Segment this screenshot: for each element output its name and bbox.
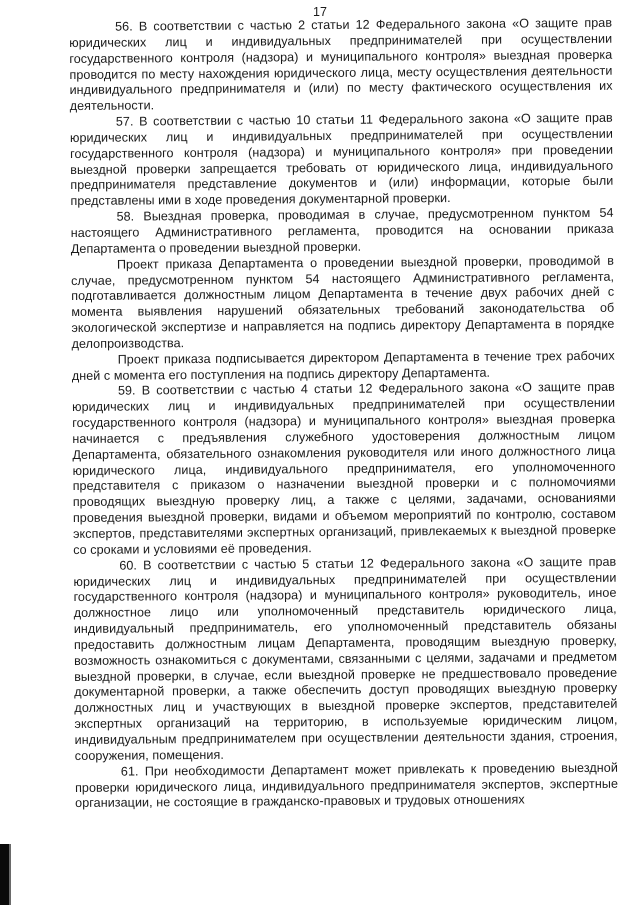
scan-edge-shadow — [9, 844, 11, 905]
paragraph-60: 60. В соответствии с частью 5 статьи 12 Федерального закона «О защите прав юридических лиц и индивидуальных предпринимателей при осуществлении государственного контроля (надзора) и муниципального контроля» руководитель, иное должностное лицо или уполномоченный представитель юридического лица, индивидуальный предприниматель, его уполномоченный представитель обязаны предоставить должностным лицам Департамента, проводящим выездную проверку, возможность ознакомиться с документами, связанными с целями, задачами и предметом выездной проверки, в случае, если выездной проверке не предшествовало проведение документарной проверки, а также обеспечить доступ проводящих выездную проверку должностных лиц и участвующих в выездной проверке экспертов, представителей экспертных организаций на территорию, в используемые юридическим лицом, индивидуальным предпринимателем при осуществлении деятельности здания, строения, сооружения, помещения. — [73, 554, 618, 763]
paragraph-57: 57. В соответствии с частью 10 статьи 11 Федерального закона «О защите прав юридических лиц и индивидуальных предпринимателей при осуществлении государственного контроля (надзора) и муниципального контроля» при проведении выездной проверки запрещается требовать от юридического лица, индивидуального предпринимателя представление документов и (или) информации, которые были представлены ими в ходе проведения документарной проверки. — [69, 110, 614, 209]
page-number: 17 — [313, 5, 327, 19]
document-body — [69, 16, 618, 812]
scan-edge-mark — [0, 844, 9, 905]
paragraph-61: 61. При необходимости Департамент может привлекать к проведению выездной проверки юридического лица, индивидуального предпринимателя экспертов, экспертные организации, не состоящие в гражданско-правовых и трудовых отношениях — [74, 760, 619, 811]
paragraph-58-order-signing: Проект приказа подписывается директором Департамента в течение трех рабочих дней с момента его поступления на подпись директору Департамента. — [71, 348, 615, 383]
paragraph-59: 59. В соответствии с частью 4 статьи 12 Федерального закона «О защите прав юридических лиц и индивидуальных предпринимателей при осуществлении государственного контроля (надзора) и муниципального контроля» выездная проверка начинается с предъявления служебного удостоверения должностным лицом Департамента, обязательного ознакомления руководителя или иного должностного лица юридического лица, индивидуального предпринимателя, его уполномоченного представителя с приказом о назначении выездной проверки и с полномочиями проводящих выездную проверку лиц, а также с целями, задачами, основаниями проведения выездной проверки, видами и объемом мероприятий по контролю, составом экспертов, представителями экспертных организаций, привлекаемых к выездной проверке со сроками и условиями её проведения. — [71, 380, 617, 557]
paragraph-56: 56. В соответствии с частью 2 статьи 12 Федерального закона «О защите прав юридических лиц и индивидуальных предпринимателей при осуществлении государственного контроля (надзора) и муниципального контроля» выездная проверка проводится по месту нахождения юридического лица, месту осуществления деятельности индивидуального предпринимателя и (или) по месту фактического осуществления их деятельности. — [69, 15, 613, 114]
paragraph-58: 58. Выездная проверка, проводимая в случае, предусмотренном пунктом 54 настоящего Административного регламента, проводится на основании приказа Департамента о проведении выездной проверки. — [70, 205, 614, 256]
paragraph-58-order-draft: Проект приказа Департамента о проведении выездной проверки, проводимой в случае, предусмотренном пунктом 54 настоящего Административного регламента, подготавливается должностным лицом Департамента в течение двух рабочих дней с момента выявления нарушений обязательных требований законодательства об экологической экспертизе и направляется на подпись директору Департамента в порядке делопроизводства. — [70, 253, 615, 351]
